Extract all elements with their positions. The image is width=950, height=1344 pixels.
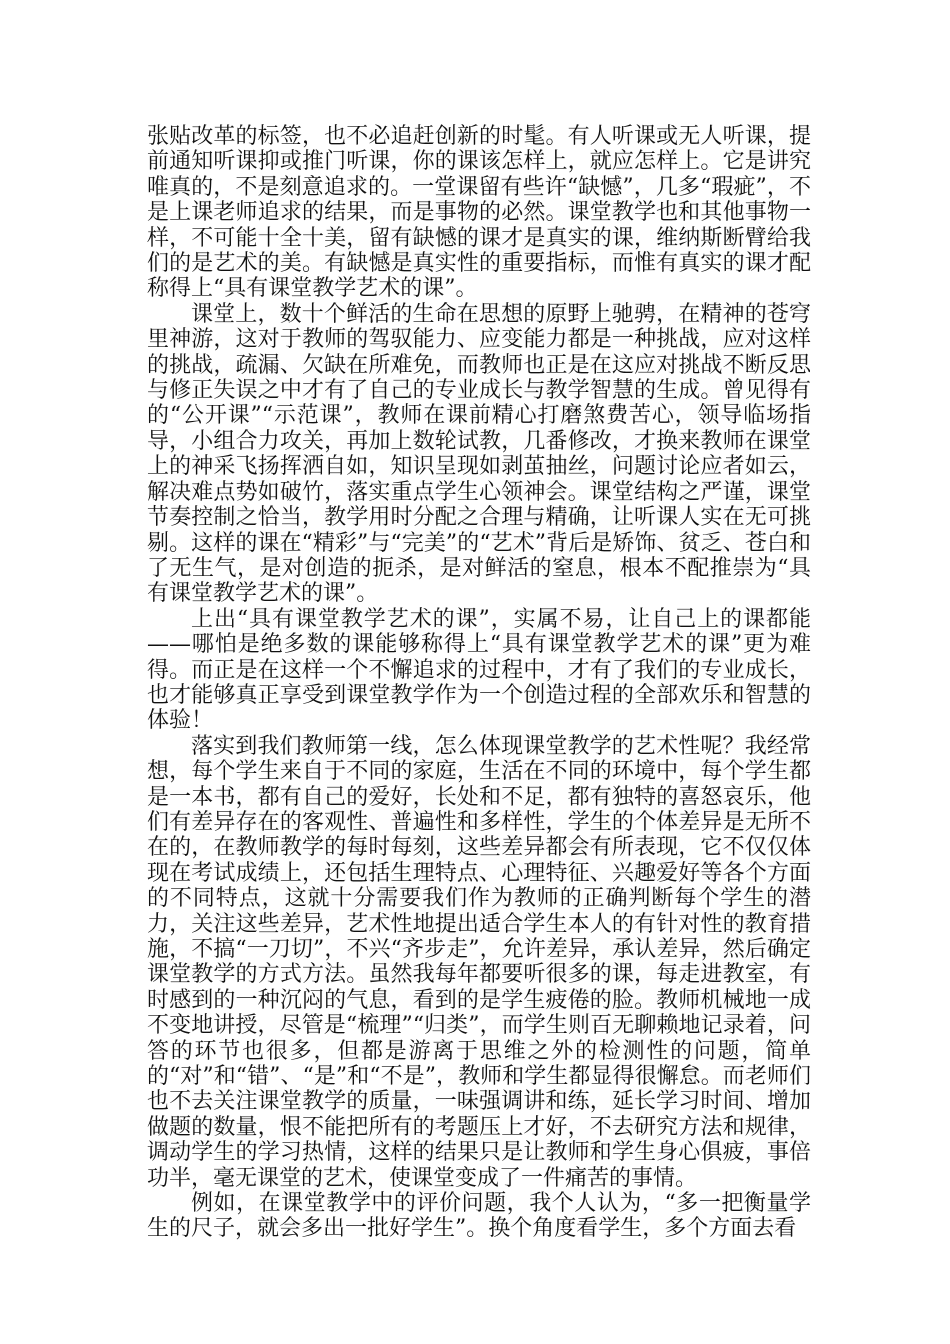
paragraph-classroom-challenge: 课堂上，数十个鲜活的生命在思想的原野上驰骋，在精神的苍穹里神游，这对于教师的驾驭能力、应变能力都是一种挑战，应对这样的挑战，疏漏、欠缺在所难免，而教师也正是在这应对挑战不断反思与修正失误之中才有了自己的专业成长与教学智慧的生成。曾见得有的“公开课”“示范课”，教师在课前精心打磨煞费苦心，领导临场指导，小组合力攻关，再加上数轮试教，几番修改，才换来教师在课堂上的神采飞扬挥洒自如，知识呈现如剥茧抽丝，问题讨论应者如云，解决难点势如破竹，落实重点学生心领神会。课堂结构之严谨，课堂节奏控制之恰当，教学用时分配之合理与精确，让听课人实在无可挑剔。这样的课在“精彩”与“完美”的“艺术”背后是矫饰、贫乏、苍白和了无生气，是对创造的扼杀，是对鲜活的窒息，根本不配推崇为“具有课堂教学艺术的课”。 [147, 301, 811, 607]
document-page [147, 124, 811, 1242]
paragraph-art-lesson: 上出“具有课堂教学艺术的课”，实属不易，让自己上的课都能——哪怕是绝多数的课能够称得上“具有课堂教学艺术的课”更为难得。而正是在这样一个不懈追求的过程中，才有了我们的专业成长，也才能够真正享受到课堂教学作为一个创造过程的全部欢乐和智慧的体验！ [147, 606, 811, 734]
paragraph-continuation: 张贴改革的标签，也不必追赶创新的时髦。有人听课或无人听课，提前通知听课抑或推门听课，你的课该怎样上，就应怎样上。它是讲究唯真的，不是刻意追求的。一堂课留有些许“缺憾”，几多“瑕疵”，不是上课老师追求的结果，而是事物的必然。课堂教学也和其他事物一样，不可能十全十美，留有缺憾的课才是真实的课，维纳斯断臂给我们的是艺术的美。有缺憾是真实性的重要指标，而惟有真实的课才配称得上“具有课堂教学艺术的课”。 [147, 124, 811, 302]
paragraph-student-differences: 落实到我们教师第一线，怎么体现课堂教学的艺术性呢？我经常想，每个学生来自于不同的家庭，生活在不同的环境中，每个学生都是一本书，都有自己的爱好，长处和不足，都有独特的喜怒哀乐，他们有差异存在的客观性、普遍性和多样性，学生的个体差异是无所不在的，在教师教学的每时每刻，这些差异都会有所表现，它不仅仅体现在考试成绩上，还包括生理特点、心理特征、兴趣爱好等各个方面的不同特点，这就十分需要我们作为教师的正确判断每个学生的潜力，关注这些差异，艺术性地提出适合学生本人的有针对性的教育措施，不搞“一刀切”，不兴“齐步走”，允许差异，承认差异，然后确定课堂教学的方式方法。虽然我每年都要听很多的课，每走进教室，有时感到的一种沉闷的气息，看到的是学生疲倦的脸。教师机械地一成不变地讲授，尽管是“梳理”“归类”，而学生则百无聊赖地记录着，问答的环节也很多，但都是游离于思维之外的检测性的问题，简单的“对”和“错”、“是”和“不是”，教师和学生都显得很懈怠。而老师们也不去关注课堂教学的质量，一味强调讲和练，延长学习时间、增加做题的数量，恨不能把所有的考题压上才好，不去研究方法和规律，调动学生的学习热情，这样的结果只是让教师和学生身心俱疲，事倍功半，毫无课堂的艺术，使课堂变成了一件痛苦的事情。 [147, 733, 811, 1191]
paragraph-evaluation: 例如，在课堂教学中的评价问题，我个人认为，“多一把衡量学生的尺子，就会多出一批好学生”。换个角度看学生，多个方面去看 [147, 1191, 811, 1242]
